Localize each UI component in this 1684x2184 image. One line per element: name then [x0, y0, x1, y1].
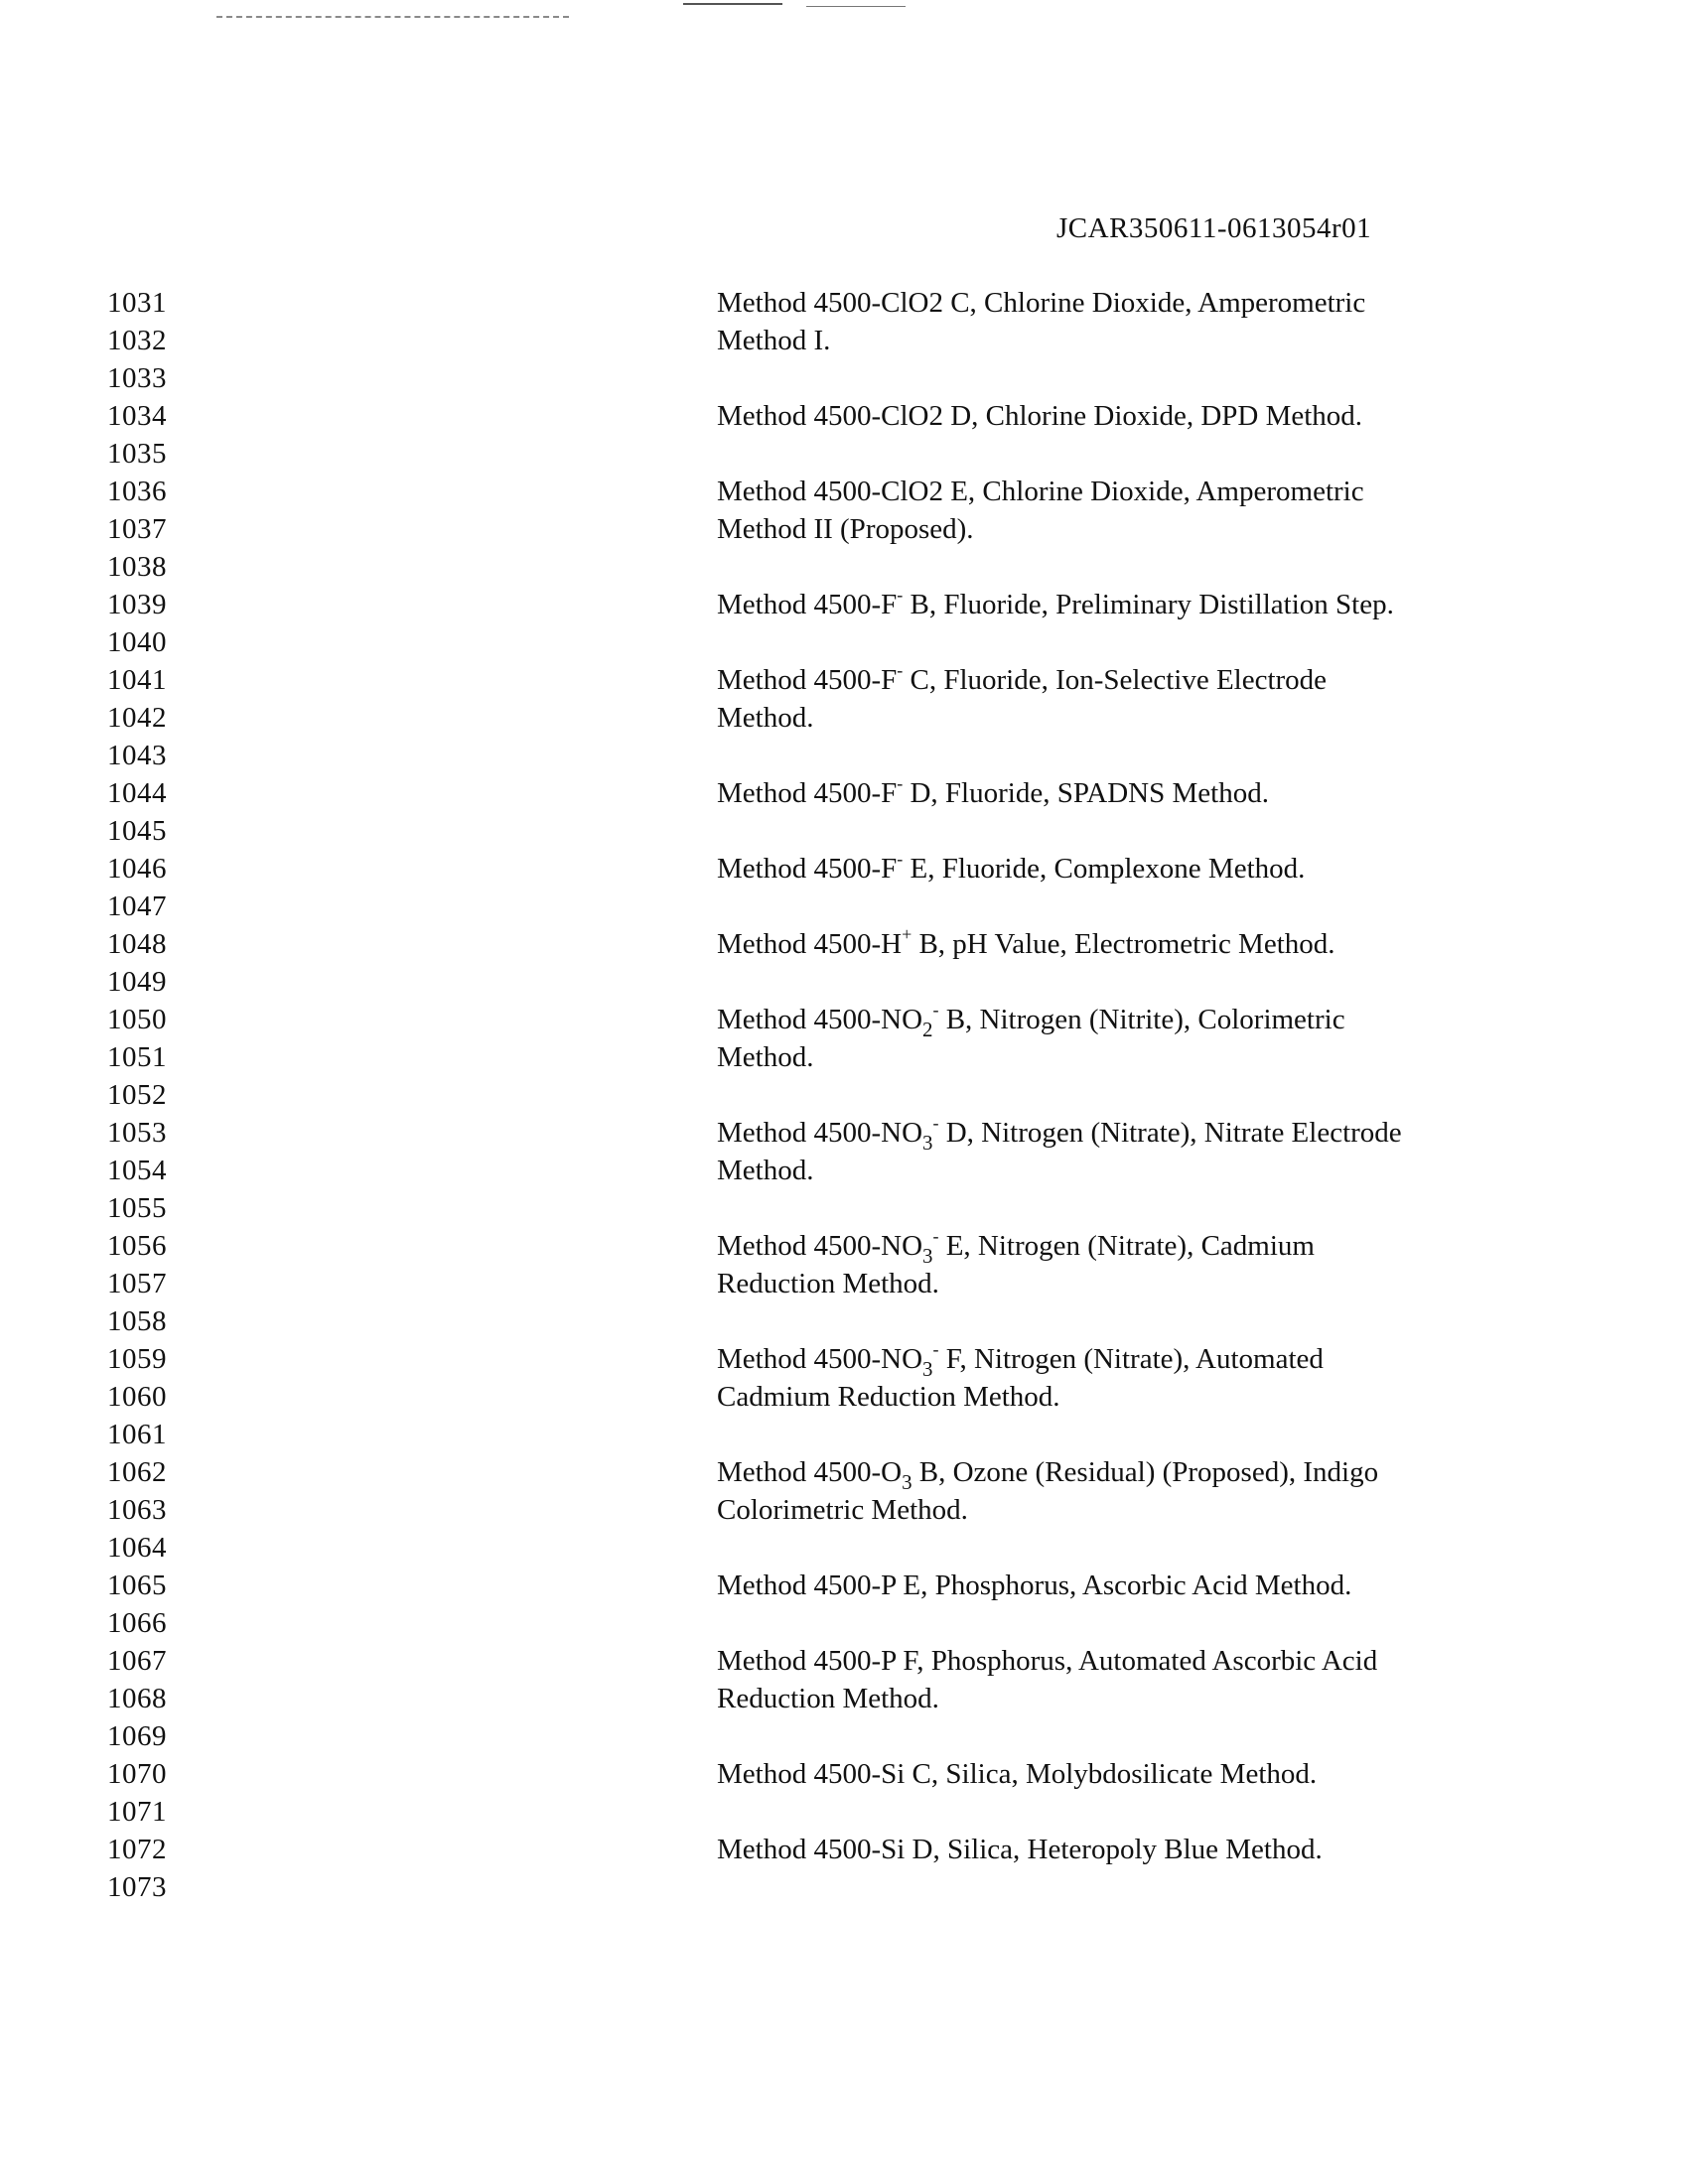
method-text: Method 4500-P E, Phosphorus, Ascorbic Acid Method. [717, 1570, 1352, 1601]
line-number: 1038 [107, 551, 167, 583]
blank-line [717, 1416, 1611, 1453]
method-text: Cadmium Reduction Method. [717, 1381, 1060, 1413]
method-text-line [717, 510, 1611, 548]
document-id: JCAR350611-0613054r01 [1056, 212, 1372, 244]
blank-line [717, 963, 1611, 1001]
method-text: B, Ozone (Residual) (Proposed), Indigo [912, 1456, 1379, 1488]
subscript: 3 [922, 1243, 933, 1268]
line-number: 1031 [107, 287, 167, 319]
method-text: Method. [717, 1155, 814, 1186]
line-number: 1069 [107, 1720, 167, 1752]
method-text-line [717, 1152, 1611, 1189]
method-text-line [717, 925, 1611, 963]
superscript: - [897, 584, 904, 605]
line-number: 1068 [107, 1683, 167, 1714]
line-number: 1054 [107, 1155, 167, 1186]
line-number: 1033 [107, 362, 167, 394]
line-number: 1055 [107, 1192, 167, 1224]
superscript: - [932, 999, 939, 1020]
method-list [717, 284, 1611, 1906]
method-text-line [717, 1453, 1611, 1494]
method-text: Method 4500-O [717, 1456, 903, 1488]
method-text: Reduction Method. [717, 1683, 939, 1714]
method-text: C, Fluoride, Ion-Selective Electrode [903, 664, 1328, 696]
superscript: - [932, 1225, 939, 1246]
superscript: + [902, 923, 912, 944]
line-number: 1035 [107, 438, 167, 470]
line-number: 1073 [107, 1871, 167, 1903]
superscript: - [897, 772, 904, 793]
method-text: Method 4500-ClO2 D, Chlorine Dioxide, DPD Method. [717, 400, 1363, 432]
method-text: E, Nitrogen (Nitrate), Cadmium [938, 1230, 1315, 1262]
blank-line [717, 812, 1611, 850]
method-text: Method 4500-F [717, 664, 898, 696]
line-number: 1061 [107, 1419, 167, 1450]
method-text-line [717, 1225, 1611, 1268]
subscript: 3 [922, 1356, 933, 1381]
subscript: 2 [922, 1017, 933, 1041]
blank-line [717, 1717, 1611, 1755]
method-text-line [717, 1642, 1611, 1680]
superscript: - [897, 848, 904, 869]
line-number: 1032 [107, 325, 167, 356]
blank-line [717, 1189, 1611, 1227]
method-text: B, Nitrogen (Nitrite), Colorimetric [938, 1004, 1345, 1035]
method-text-line [717, 1567, 1611, 1604]
method-text-line [717, 473, 1611, 510]
method-text-line [717, 1755, 1611, 1793]
line-number: 1067 [107, 1645, 167, 1677]
method-text-line [717, 1038, 1611, 1076]
line-number: 1045 [107, 815, 167, 847]
blank-line [717, 887, 1611, 925]
method-text: Method 4500-NO [717, 1117, 923, 1149]
line-number: 1046 [107, 853, 167, 885]
method-text: Method I. [717, 325, 831, 356]
line-number: 1047 [107, 890, 167, 922]
method-text-line [717, 850, 1611, 887]
superscript: - [932, 1338, 939, 1359]
line-number-column [107, 284, 197, 1906]
line-number: 1050 [107, 1004, 167, 1035]
method-text: Method 4500-F [717, 777, 898, 809]
line-number: 1042 [107, 702, 167, 734]
blank-line [717, 1793, 1611, 1831]
method-text: Method. [717, 1041, 814, 1073]
method-text: E, Fluoride, Complexone Method. [903, 853, 1306, 885]
subscript: 3 [922, 1130, 933, 1155]
method-text-line [717, 1378, 1611, 1416]
scan-artifact-rule [683, 3, 782, 5]
method-text: Method 4500-NO [717, 1004, 923, 1035]
blank-line [717, 435, 1611, 473]
method-text: D, Fluoride, SPADNS Method. [903, 777, 1269, 809]
method-text-line [717, 1338, 1611, 1381]
method-text-line [717, 699, 1611, 737]
line-number: 1051 [107, 1041, 167, 1073]
line-number: 1058 [107, 1305, 167, 1337]
line-number: 1059 [107, 1343, 167, 1375]
method-text-line [717, 322, 1611, 359]
line-number: 1072 [107, 1834, 167, 1865]
line-number: 1041 [107, 664, 167, 696]
method-text: Method 4500-ClO2 E, Chlorine Dioxide, Amperometric [717, 476, 1364, 507]
method-text: Method 4500-Si C, Silica, Molybdosilicate Method. [717, 1758, 1318, 1790]
method-text-line [717, 999, 1611, 1041]
line-number: 1057 [107, 1268, 167, 1299]
method-text: B, pH Value, Electrometric Method. [912, 928, 1335, 960]
method-text: Method 4500-NO [717, 1343, 923, 1375]
method-text-line [717, 586, 1611, 623]
line-number: 1070 [107, 1758, 167, 1790]
method-text: D, Nitrogen (Nitrate), Nitrate Electrode [938, 1117, 1402, 1149]
blank-line [717, 623, 1611, 661]
method-text-line [717, 1831, 1611, 1868]
method-text: Method 4500-F [717, 589, 898, 620]
method-text: F, Nitrogen (Nitrate), Automated [938, 1343, 1324, 1375]
superscript: - [897, 659, 904, 680]
method-text: Method 4500-P F, Phosphorus, Automated Ascorbic Acid [717, 1645, 1378, 1677]
blank-line [717, 359, 1611, 397]
method-text-line [717, 1680, 1611, 1717]
method-text: Method 4500-F [717, 853, 898, 885]
method-text-line [717, 1491, 1611, 1529]
line-number: 1043 [107, 740, 167, 771]
blank-line [717, 1529, 1611, 1567]
method-text-line [717, 661, 1611, 699]
blank-line [717, 1302, 1611, 1340]
method-text: Reduction Method. [717, 1268, 939, 1299]
line-number: 1037 [107, 513, 167, 545]
line-number: 1065 [107, 1570, 167, 1601]
line-number: 1036 [107, 476, 167, 507]
line-number: 1044 [107, 777, 167, 809]
blank-line [717, 1076, 1611, 1114]
method-text: Colorimetric Method. [717, 1494, 968, 1526]
blank-line [717, 1868, 1611, 1906]
line-number: 1034 [107, 400, 167, 432]
method-text-line [717, 1265, 1611, 1302]
line-number: 1053 [107, 1117, 167, 1149]
line-number: 1062 [107, 1456, 167, 1488]
line-number: 1039 [107, 589, 167, 620]
subscript: 3 [902, 1469, 912, 1494]
line-number: 1060 [107, 1381, 167, 1413]
blank-line [717, 548, 1611, 586]
method-text: Method 4500-ClO2 C, Chlorine Dioxide, Amperometric [717, 287, 1366, 319]
line-number: 1063 [107, 1494, 167, 1526]
method-text-line [717, 284, 1611, 322]
method-text-line [717, 397, 1611, 435]
line-number: 1064 [107, 1532, 167, 1564]
line-number: 1049 [107, 966, 167, 998]
method-text: B, Fluoride, Preliminary Distillation Step. [903, 589, 1394, 620]
line-number: 1048 [107, 928, 167, 960]
method-text-line [717, 774, 1611, 812]
blank-line [717, 737, 1611, 774]
line-number: 1066 [107, 1607, 167, 1639]
line-number: 1056 [107, 1230, 167, 1262]
scan-artifact-rule [806, 6, 906, 7]
line-number: 1071 [107, 1796, 167, 1828]
method-text: Method 4500-NO [717, 1230, 923, 1262]
line-number: 1052 [107, 1079, 167, 1111]
method-text: Method 4500-Si D, Silica, Heteropoly Blue Method. [717, 1834, 1323, 1865]
method-text-line [717, 1112, 1611, 1155]
line-number: 1040 [107, 626, 167, 658]
scan-artifact-rule [216, 16, 569, 18]
blank-line [717, 1604, 1611, 1642]
method-text: Method. [717, 702, 814, 734]
method-text: Method 4500-H [717, 928, 903, 960]
method-text: Method II (Proposed). [717, 513, 974, 545]
superscript: - [932, 1112, 939, 1133]
